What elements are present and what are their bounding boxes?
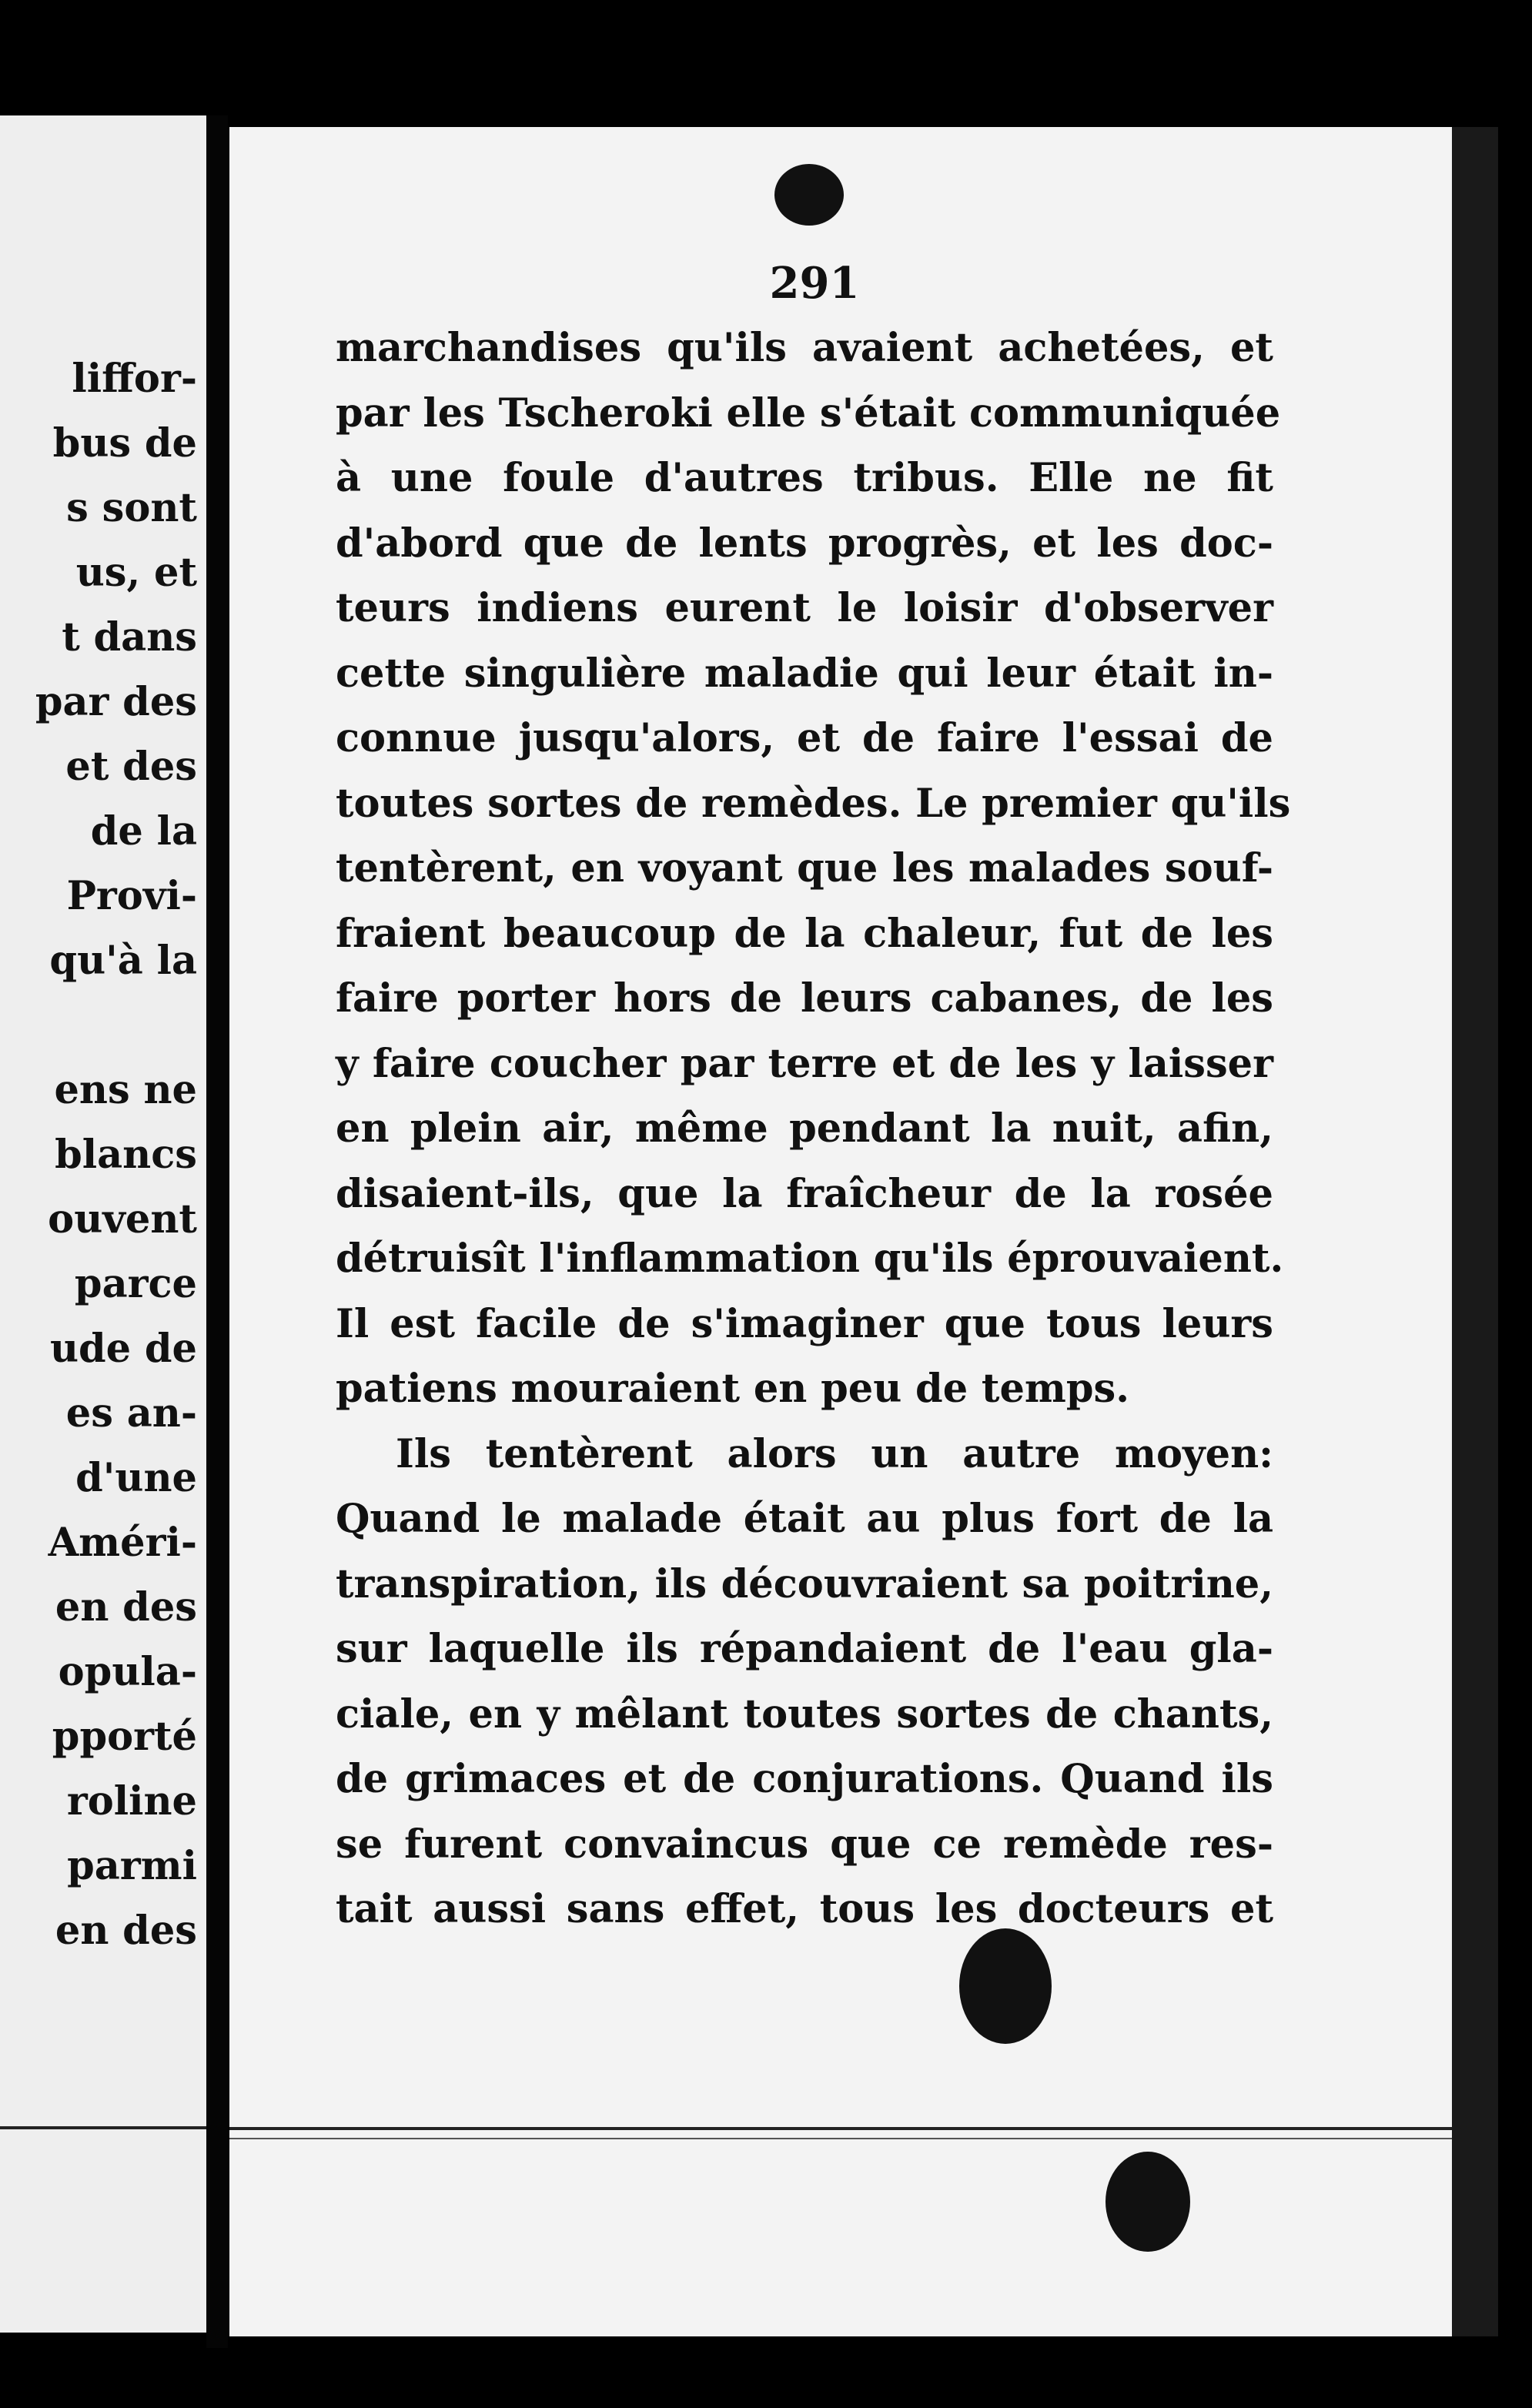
left-line: pporté	[52, 1714, 197, 1760]
left-line: en des	[55, 1908, 197, 1954]
text-line: faire porter hors de leurs cabanes, de les	[336, 975, 1273, 1022]
left-line: liffor-	[72, 356, 197, 402]
left-line: par des	[35, 679, 197, 725]
left-line: t dans	[62, 614, 197, 661]
text-line: se furent convaincus que ce remède res-	[336, 1821, 1273, 1868]
left-line: parce	[74, 1261, 197, 1307]
left-line	[35, 993, 197, 1058]
page-number: 291	[769, 258, 860, 309]
left-line: es an-	[65, 1390, 197, 1436]
left-line: parmi	[67, 1843, 197, 1889]
text-line: à une foule d'autres tribus. Elle ne fit	[336, 455, 1273, 501]
right-page	[229, 127, 1452, 2336]
left-line: ude de	[49, 1326, 197, 1372]
left-line: blancs	[55, 1132, 197, 1178]
left-line: et des	[65, 744, 197, 790]
ink-blot	[774, 164, 844, 226]
page-rule	[229, 2127, 1452, 2130]
text-line: Il est facile de s'imaginer que tous leurs	[336, 1300, 1273, 1347]
text-line: marchandises qu'ils avaient achetées, et	[336, 325, 1273, 371]
text-line: toutes sortes de remèdes. Le premier qu'ils	[336, 780, 1291, 827]
page-edge	[1452, 127, 1498, 2336]
left-line: en des	[55, 1584, 197, 1630]
text-line: détruisît l'inflammation qu'ils éprouvaient.	[336, 1236, 1284, 1282]
left-line: bus de	[52, 420, 197, 467]
text-line: Quand le malade était au plus fort de la	[336, 1496, 1273, 1542]
left-line: us, et	[75, 550, 197, 596]
left-line: roline	[66, 1778, 197, 1824]
left-line: ouvent	[48, 1196, 197, 1242]
left-line: opula-	[58, 1649, 197, 1695]
text-line: y faire coucher par terre et de les y laisser	[336, 1040, 1273, 1087]
text-line: patiens mouraient en peu de temps.	[336, 1366, 1130, 1412]
text-line: disaient-ils, que la fraîcheur de la rosée	[336, 1170, 1273, 1217]
text-line: tentèrent, en voyant que les malades souf-	[336, 845, 1273, 891]
text-line: Ils tentèrent alors un autre moyen:	[396, 1430, 1273, 1477]
left-line: ens ne	[54, 1067, 197, 1113]
text-line: transpiration, ils découvraient sa poitrine,	[336, 1560, 1273, 1607]
left-line: d'une	[75, 1455, 197, 1501]
text-line: sur laquelle ils répandaient de l'eau gla-	[336, 1626, 1273, 1672]
text-line: ciale, en y mêlant toutes sortes de chants,	[336, 1691, 1273, 1737]
page-rule	[0, 2126, 208, 2129]
left-line: de la	[90, 808, 197, 855]
left-page	[0, 115, 208, 2333]
text-line: fraient beaucoup de la chaleur, fut de les	[336, 910, 1273, 957]
page-body-text	[336, 316, 1291, 1942]
left-page-text	[35, 346, 197, 1963]
left-line: s sont	[66, 485, 197, 531]
ink-blot	[959, 1928, 1052, 2044]
left-line: qu'à la	[49, 938, 197, 984]
text-line: par les Tscheroki elle s'était communiquée	[336, 390, 1281, 436]
text-line: connue jusqu'alors, et de faire l'essai de	[336, 715, 1273, 761]
text-line: tait aussi sans effet, tous les docteurs et	[336, 1886, 1273, 1932]
text-line: cette singulière maladie qui leur était in-	[336, 650, 1273, 697]
page-rule	[229, 2138, 1452, 2139]
book-gutter	[206, 115, 228, 2348]
text-line: en plein air, même pendant la nuit, afin,	[336, 1105, 1273, 1152]
ink-blot	[1106, 2152, 1190, 2252]
text-line: teurs indiens eurent le loisir d'observer	[336, 585, 1273, 631]
left-line: Provi-	[66, 873, 197, 919]
text-line: d'abord que de lents progrès, et les doc-	[336, 520, 1273, 567]
text-line: de grimaces et de conjurations. Quand ils	[336, 1756, 1273, 1802]
left-line: Améri-	[48, 1520, 197, 1566]
